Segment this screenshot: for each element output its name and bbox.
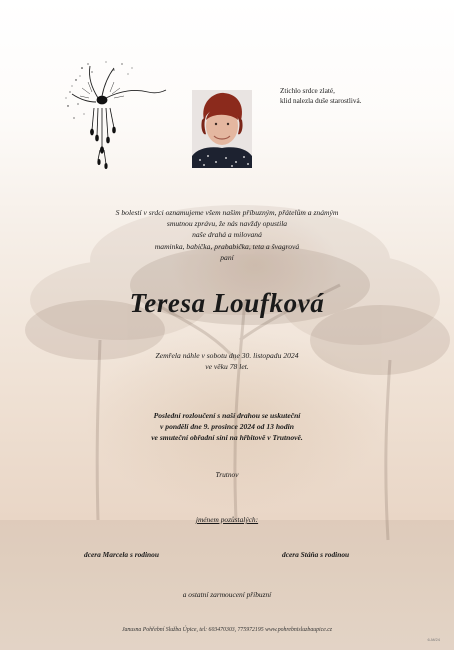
survivor-right: dcera Stáňa s rodinou — [282, 550, 350, 559]
funeral-line: Poslední rozloučení s naší drahou se uskuteční — [153, 411, 301, 420]
deceased-name: Teresa Loufková — [129, 288, 325, 318]
other-relatives: a ostatní zarmoucení příbuzní — [182, 590, 272, 599]
motto-line: Ztichlo srdce zlaté, — [280, 87, 335, 95]
death-line: Zemřela náhle v sobotu dne 30. listopadu 2024 — [155, 351, 299, 360]
funeral-service-footer: Janusna Pohřební Služba Úpice, tel: 603470303, 775972195 www.pohrebnisluzbaupice.cz — [121, 627, 333, 633]
motto-line: klid nalezla duše starostlivá. — [280, 97, 362, 105]
document-code: 6-M/24 — [427, 637, 440, 642]
intro-line: maminka, babička, prababička, teta a švagrová — [154, 241, 300, 251]
portrait-photo — [192, 90, 252, 168]
motto — [280, 86, 361, 106]
survivor-left: dcera Marcela s rodinou — [84, 550, 159, 559]
on-behalf-heading: jménem pozůstalých: — [195, 515, 259, 524]
dandelion-emblem — [62, 58, 172, 176]
death-line: ve věku 78 let. — [205, 362, 249, 371]
intro-line: smutnou zprávu, že nás navždy opustila — [166, 219, 288, 229]
place: Trutnov — [215, 470, 239, 479]
funeral-info — [0, 410, 454, 443]
intro-line: naše drahá a milovaná — [192, 230, 262, 240]
funeral-line: ve smuteční obřadní síni na hřbitově v Trutnově. — [151, 433, 303, 442]
death-notice — [0, 350, 454, 372]
funeral-line: v pondělí dne 9. prosince 2024 od 13 hodin — [160, 422, 294, 431]
announcement-intro — [0, 207, 454, 263]
intro-line: S bolestí v srdci oznamujeme všem našim příbuzným, přátelům a známým — [115, 208, 339, 217]
intro-line: paní — [220, 252, 234, 262]
